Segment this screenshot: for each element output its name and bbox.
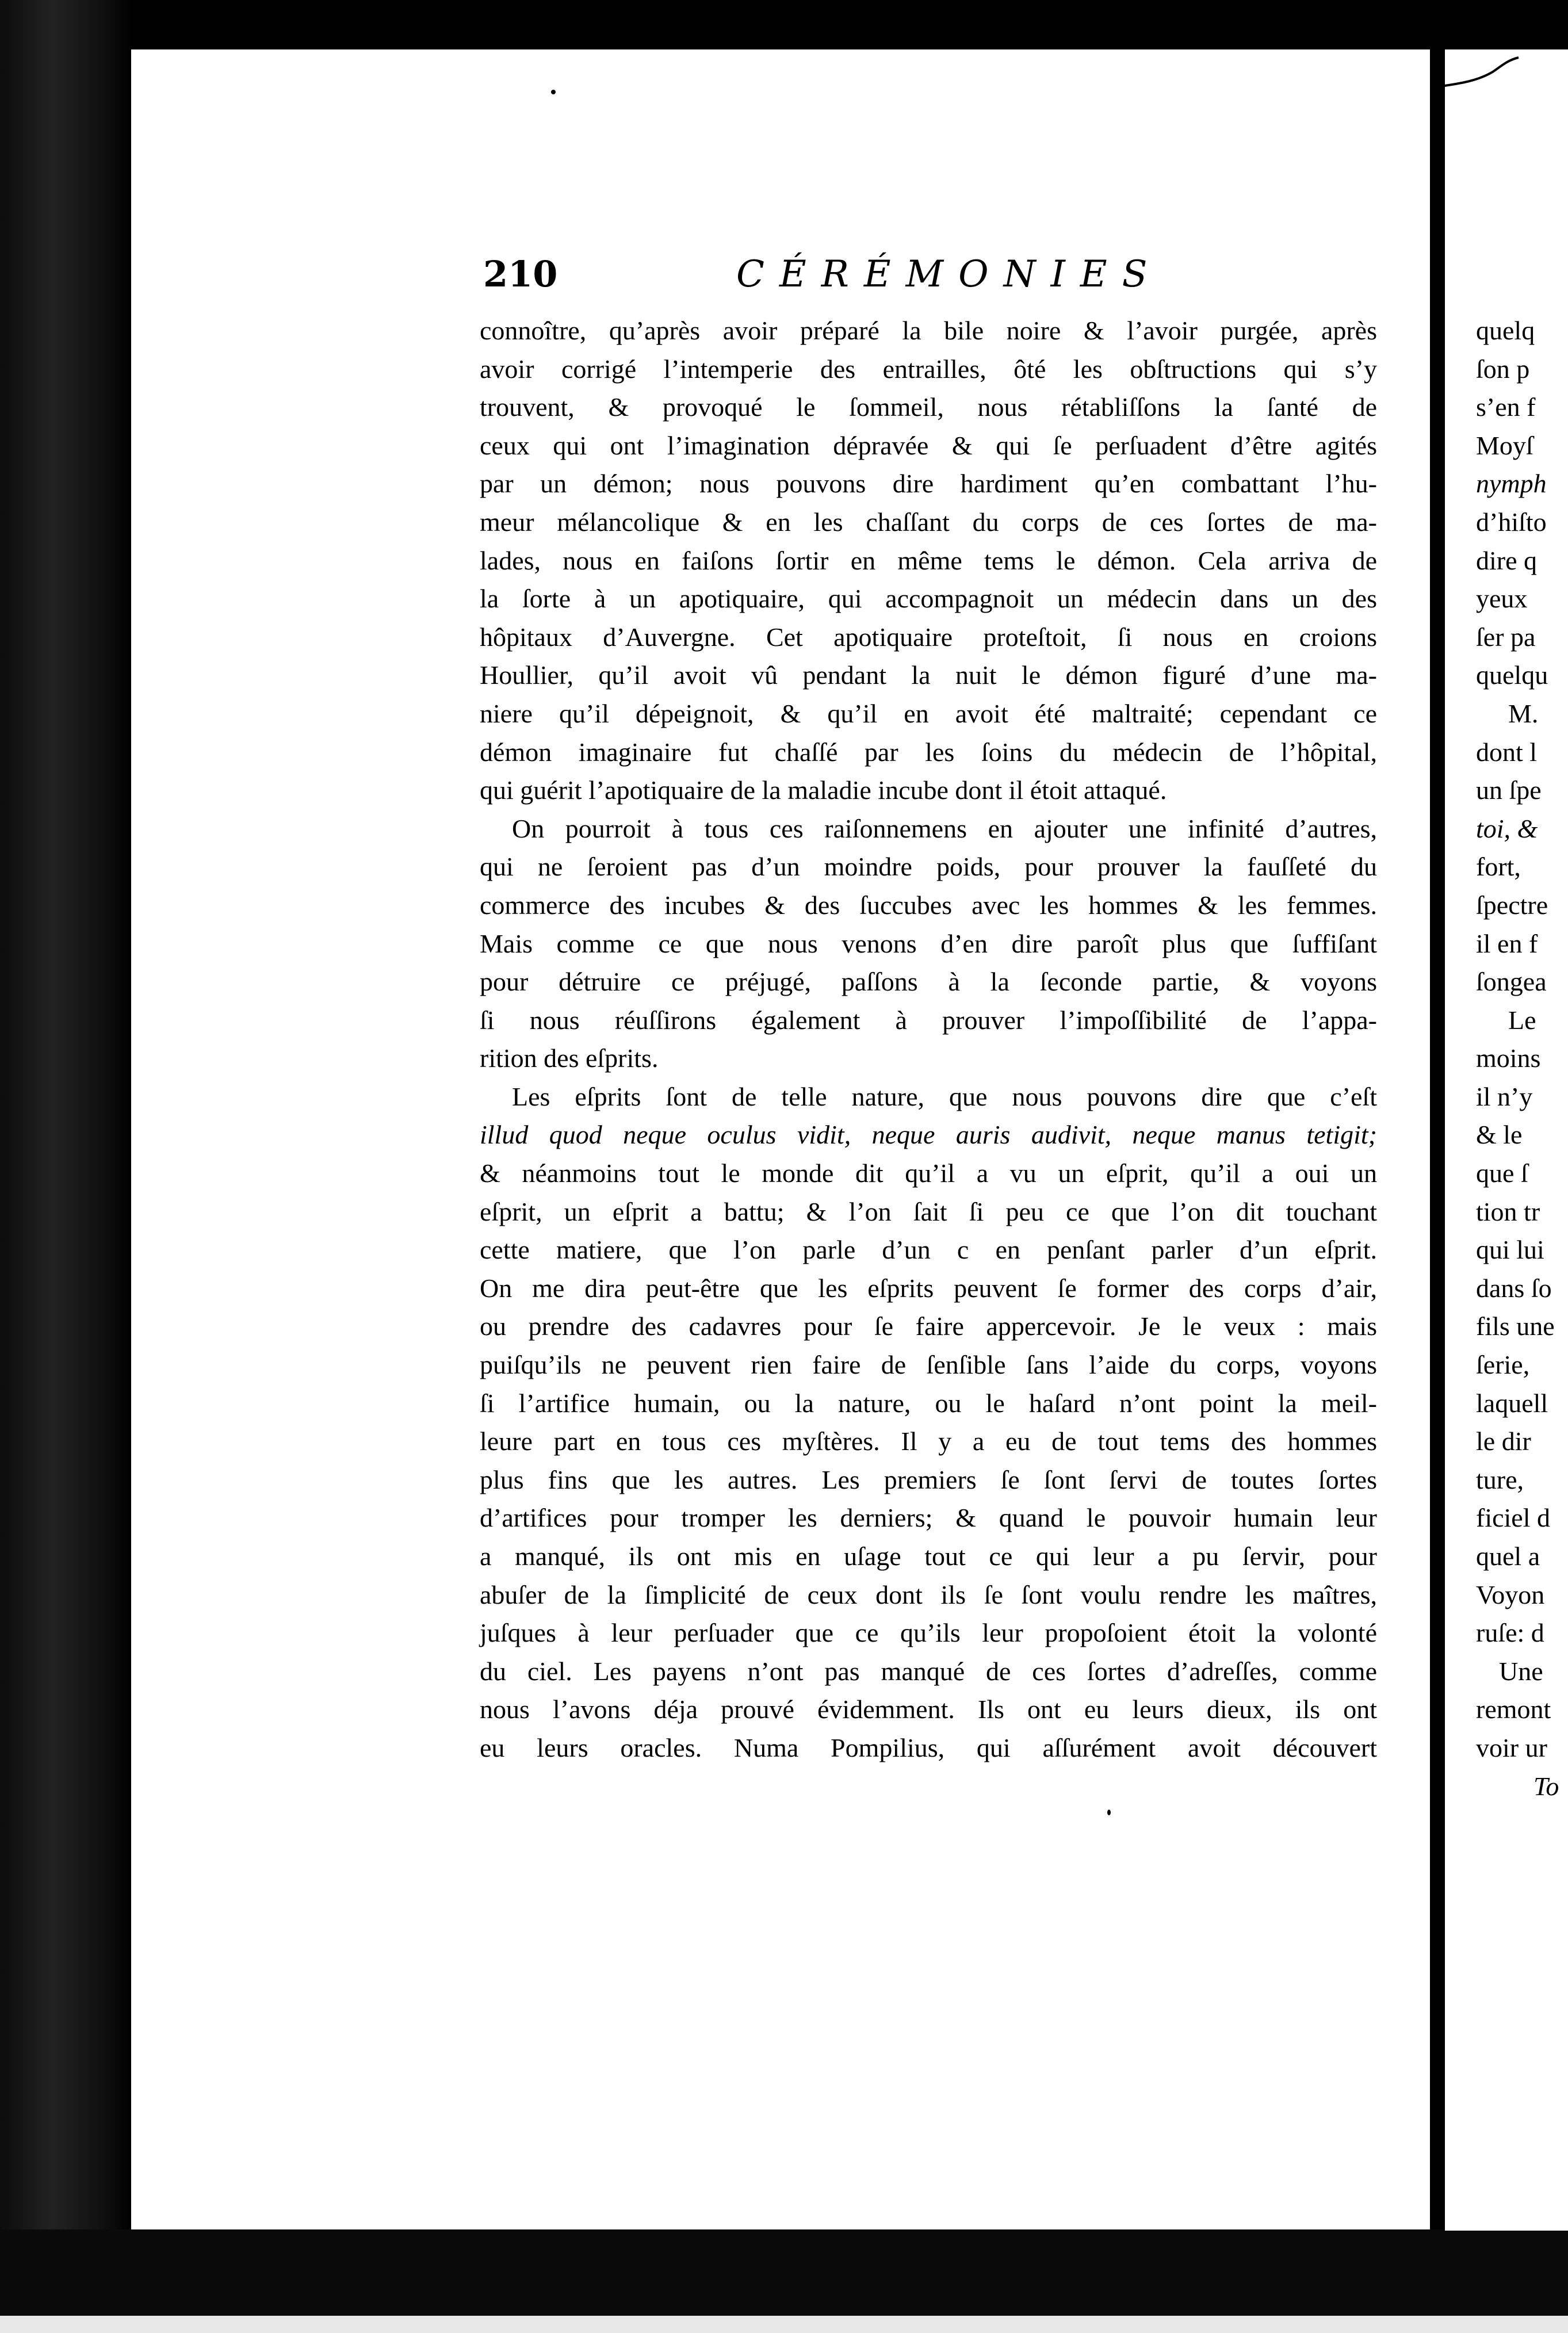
facing-text-line: voir ur <box>1476 1732 1547 1762</box>
scan-bottom-edge <box>0 2229 1568 2333</box>
facing-text-line: le dir <box>1476 1426 1531 1456</box>
text-line: Les eſprits ſont de telle nature, que nous pouvons dire que c’eſt <box>512 1081 1377 1111</box>
text-line: connoître, qu’après avoir préparé la bile noire & l’avoir purgée, après <box>480 316 1377 345</box>
text-line: d’artifices pour tromper les derniers; & quand le pouvoir humain leur <box>480 1503 1377 1533</box>
text-line: par un démon; nous pouvons dire hardiment qu’en combattant l’hu- <box>480 469 1377 499</box>
facing-text-line: dire q <box>1476 545 1538 575</box>
text-line: trouvent, & provoqué le ſommeil, nous rétabliſſons la ſanté de <box>480 392 1377 422</box>
facing-text-line: toi, & <box>1476 813 1538 843</box>
running-head <box>483 253 1357 305</box>
text-line: abuſer de la ſimplicité de ceux dont ils ſe ſont voulu rendre les maîtres, <box>480 1579 1377 1609</box>
text-line: ſi l’artifice humain, ou la nature, ou le haſard n’ont point la meil- <box>480 1388 1377 1418</box>
running-title: CÉRÉMONIES <box>736 253 1162 296</box>
page-number: 210 <box>483 253 558 295</box>
facing-text-line: ruſe: d <box>1476 1618 1544 1648</box>
scan-bottom-strip <box>0 2316 1568 2333</box>
text-line: qui guérit l’apotiquaire de la maladie incube dont il étoit attaqué. <box>480 775 1167 805</box>
facing-text-line: quelqu <box>1476 660 1548 690</box>
text-line: puiſqu’ils ne peuvent rien faire de ſenſible ſans l’aide du corps, voyons <box>480 1350 1377 1380</box>
text-line: rition des eſprits. <box>480 1043 659 1073</box>
text-line: & néanmoins tout le monde dit qu’il a vu un eſprit, qu’il a oui un <box>480 1158 1377 1188</box>
facing-text-line: Le <box>1508 1005 1536 1035</box>
facing-text-line: qui lui <box>1476 1235 1544 1265</box>
facing-text-line: & le <box>1476 1120 1523 1150</box>
facing-text-line: ſerie, <box>1476 1350 1530 1380</box>
facing-signature-line: To <box>1533 1771 1559 1801</box>
facing-text-line: moins <box>1476 1043 1541 1073</box>
facing-text-line: il en f <box>1476 928 1538 958</box>
ink-speck <box>1107 1810 1111 1815</box>
text-line: qui ne ſeroient pas d’un moindre poids, pour prouver la fauſſeté du <box>480 852 1377 882</box>
text-line: On me dira peut-être que les eſprits peuvent ſe former des corps d’air, <box>480 1273 1377 1303</box>
text-line: leure part en tous ces myſtères. Il y a eu de tout tems des hommes <box>480 1426 1377 1456</box>
facing-text-line: remont <box>1476 1695 1551 1724</box>
text-line: hôpitaux d’Auvergne. Cet apotiquaire proteſtoit, ſi nous en croions <box>480 622 1377 652</box>
facing-text-line: ficiel d <box>1476 1503 1550 1533</box>
facing-text-line: un ſpe <box>1476 775 1542 805</box>
facing-text-line: dans ſo <box>1476 1273 1552 1303</box>
text-line: plus fins que les autres. Les premiers ſe ſont ſervi de toutes ſortes <box>480 1464 1377 1494</box>
text-line: commerce des incubes & des ſuccubes avec les hommes & les femmes. <box>480 890 1377 920</box>
text-line: a manqué, ils ont mis en uſage tout ce qui leur a pu ſervir, pour <box>480 1542 1377 1571</box>
facing-text-line: ſer pa <box>1476 622 1536 652</box>
facing-text-line: yeux <box>1476 584 1528 614</box>
text-line: eſprit, un eſprit a battu; & l’on ſait ſi peu ce que l’on dit touchant <box>480 1196 1377 1226</box>
facing-text-line: il n’y <box>1476 1081 1533 1111</box>
facing-text-line: tion tr <box>1476 1196 1540 1226</box>
facing-text-line: fils une <box>1476 1311 1555 1341</box>
text-line: juſques à leur perſuader que ce qu’ils leur propoſoient étoit la volonté <box>480 1618 1377 1648</box>
facing-text-line: ture, <box>1476 1464 1524 1494</box>
facing-text-line: laquell <box>1476 1388 1548 1418</box>
text-line: démon imaginaire fut chaſſé par les ſoins du médecin de l’hôpital, <box>480 737 1377 767</box>
ornament-flourish <box>1438 52 1524 98</box>
text-line: eu leurs oracles. Numa Pompilius, qui aſſurément avoit découvert <box>480 1732 1377 1762</box>
page-gutter <box>1430 46 1445 2243</box>
scan-binding-edge <box>0 0 132 2333</box>
text-line: du ciel. Les payens n’ont pas manqué de ces ſortes d’adreſſes, comme <box>480 1656 1377 1686</box>
text-line: ſi nous réuſſirons également à prouver l’impoſſibilité de l’appa- <box>480 1005 1377 1035</box>
facing-text-line: s’en f <box>1476 392 1536 422</box>
text-line: la ſorte à un apotiquaire, qui accompagnoit un médecin dans un des <box>480 584 1377 614</box>
text-line: lades, nous en faiſons ſortir en même tems le démon. Cela arriva de <box>480 545 1377 575</box>
text-line: Mais comme ce que nous venons d’en dire paroît plus que ſuffiſant <box>480 928 1377 958</box>
facing-text-line: ſpectre <box>1476 890 1548 920</box>
text-line: cette matiere, que l’on parle d’un c en penſant parler d’un eſprit. <box>480 1235 1377 1265</box>
facing-text-line: Moyſ <box>1476 430 1533 460</box>
facing-text-line: d’hiſto <box>1476 507 1547 537</box>
text-line: On pourroit à tous ces raiſonnemens en ajouter une infinité d’autres, <box>512 813 1377 843</box>
text-line: avoir corrigé l’intemperie des entrailles, ôté les obſtructions qui s’y <box>480 354 1377 384</box>
text-line: ceux qui ont l’imagination dépravée & qui ſe perſuadent d’être agités <box>480 430 1377 460</box>
facing-text-line: que ſ <box>1476 1158 1528 1188</box>
facing-text-line: quelq <box>1476 316 1535 345</box>
text-line: Houllier, qu’il avoit vû pendant la nuit le démon figuré d’une ma- <box>480 660 1377 690</box>
text-line: illud quod neque oculus vidit, neque auris audivit, neque manus tetigit; <box>480 1120 1377 1150</box>
facing-text-line: ſongea <box>1476 967 1547 997</box>
text-line: meur mélancolique & en les chaſſant du corps de ces ſortes de ma- <box>480 507 1377 537</box>
facing-page-text <box>1476 312 1568 1806</box>
facing-text-line: dont l <box>1476 737 1538 767</box>
text-line: ou prendre des cadavres pour ſe faire appercevoir. Je le veux : mais <box>480 1311 1377 1341</box>
text-line: nous l’avons déja prouvé évidemment. Ils ont eu leurs dieux, ils ont <box>480 1695 1377 1724</box>
facing-text-line: fort, <box>1476 852 1521 882</box>
facing-text-line: M. <box>1508 698 1539 728</box>
facing-text-line: Une <box>1499 1656 1543 1686</box>
ink-speck <box>551 90 556 94</box>
text-line: niere qu’il dépeignoit, & qu’il en avoit été maltraité; cependant ce <box>480 698 1377 728</box>
facing-text-line: Voyon <box>1476 1579 1545 1609</box>
text-line: pour détruire ce préjugé, paſſons à la ſeconde partie, & voyons <box>480 967 1377 997</box>
main-text <box>480 312 1377 1768</box>
facing-text-line: nymph <box>1476 469 1547 499</box>
facing-text-line: quel a <box>1476 1542 1540 1571</box>
facing-text-line: ſon p <box>1476 354 1530 384</box>
